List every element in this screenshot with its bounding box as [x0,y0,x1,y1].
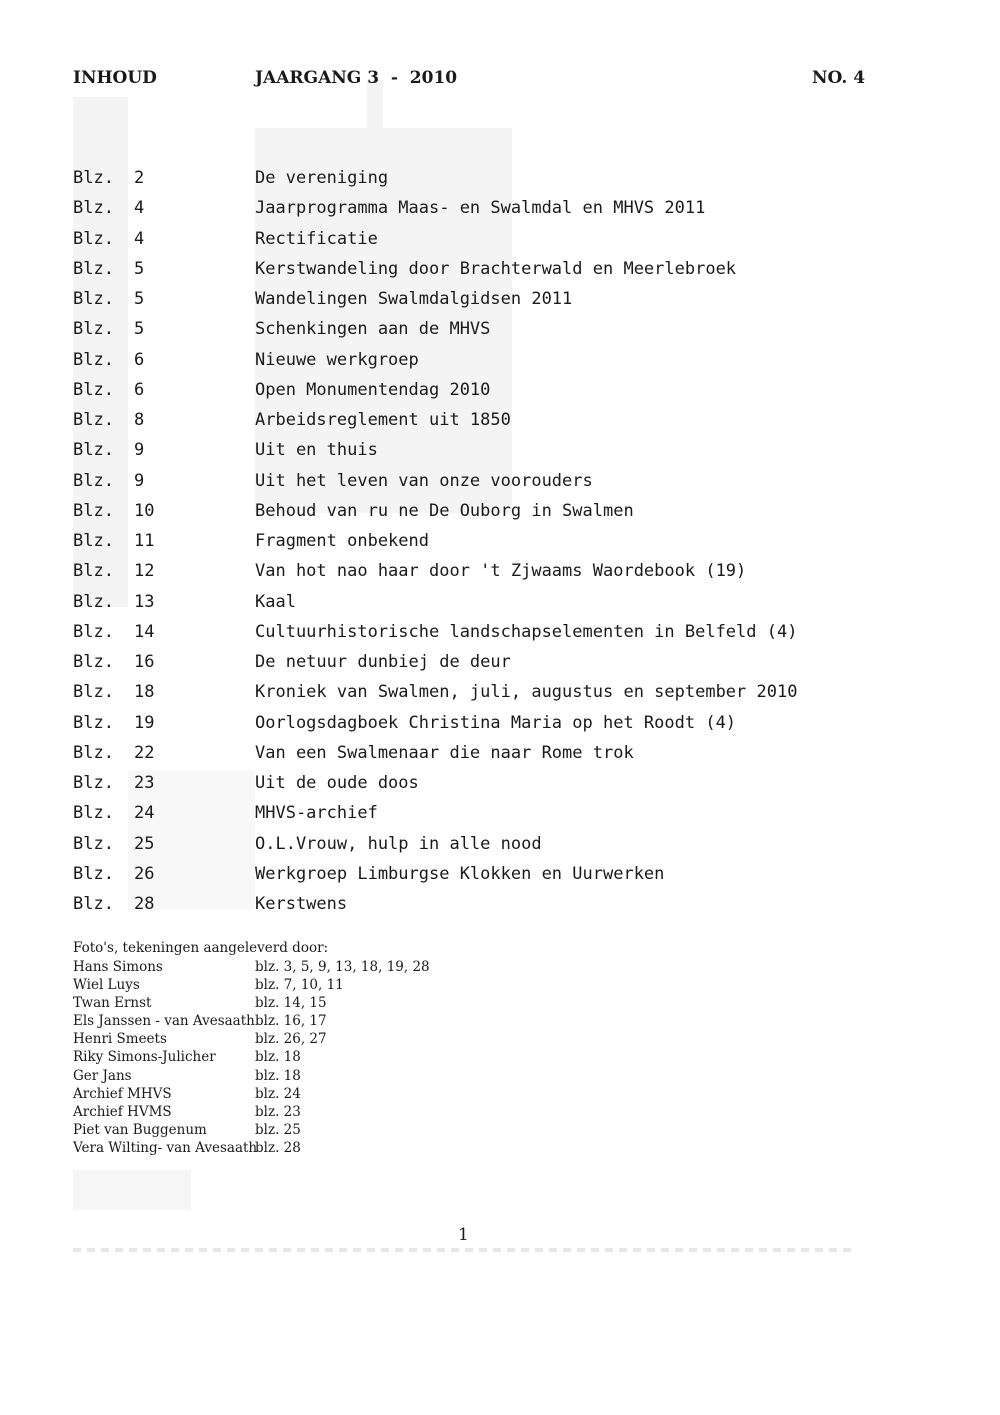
toc-page-number: 28 [134,894,155,914]
credit-pages: blz. 26, 27 [255,1031,327,1048]
toc-page-number: 5 [134,319,145,340]
scan-artifact [73,1170,191,1210]
toc-title: Fragment onbekend [255,531,429,551]
toc-entry [0,617,1000,647]
credit-entry [0,1048,1000,1066]
toc-page-number: 11 [134,531,155,551]
toc-title: Cultuurhistorische landschapselementen in Belfeld (4) [255,621,798,642]
toc-page-number: 6 [134,349,145,370]
toc-entry [0,345,1000,375]
toc-title: Nieuwe werkgroep [255,349,419,370]
toc-entry [0,375,1000,405]
toc-prefix: Blz. [73,440,114,461]
credits-list [0,958,1000,1157]
toc-page-number: 16 [134,652,155,672]
toc-entry [0,708,1000,738]
credit-entry [0,1121,1000,1139]
toc-title: Van een Swalmenaar die naar Rome trok [255,742,634,763]
toc-page-number: 6 [134,379,145,400]
toc-prefix: Blz. [73,833,114,854]
toc-entry [0,738,1000,768]
toc-entry [0,435,1000,465]
toc-prefix: Blz. [73,198,114,219]
toc-title: De netuur dunbiej de deur [255,652,511,672]
credit-pages: blz. 7, 10, 11 [255,977,344,994]
credit-pages: blz. 25 [255,1121,301,1138]
toc-entry [0,768,1000,798]
credit-pages: blz. 18 [255,1049,301,1066]
toc-page-number: 12 [134,561,155,582]
toc-entry [0,193,1000,223]
credit-name: Archief MHVS [73,1085,172,1102]
footer-rule [73,1248,856,1252]
credit-name: Piet van Buggenum [73,1121,207,1138]
toc-title: Open Monumentendag 2010 [255,379,491,400]
table-of-contents [0,163,1000,919]
page-number: 1 [458,1225,469,1245]
toc-prefix: Blz. [73,712,114,733]
toc-title: Kroniek van Swalmen, juli, augustus en september 2010 [255,682,798,703]
toc-prefix: Blz. [73,258,114,279]
toc-prefix: Blz. [73,168,114,188]
toc-title: Kaal [255,591,296,612]
header-section-label: INHOUD [73,68,157,88]
toc-prefix: Blz. [73,531,114,551]
toc-title: Rectificatie [255,228,378,249]
toc-page-number: 8 [134,410,145,430]
toc-prefix: Blz. [73,773,114,793]
toc-title: Wandelingen Swalmdalgidsen 2011 [255,289,573,309]
credit-entry [0,958,1000,976]
toc-page-number: 14 [134,621,155,642]
toc-prefix: Blz. [73,561,114,582]
credit-entry [0,1085,1000,1103]
credits-heading: Foto's, tekeningen aangeleverd door: [73,940,329,956]
toc-prefix: Blz. [73,803,114,824]
toc-page-number: 9 [134,440,145,461]
toc-entry [0,889,1000,919]
toc-page-number: 26 [134,863,155,884]
toc-prefix: Blz. [73,652,114,672]
toc-prefix: Blz. [73,349,114,370]
toc-title: Uit de oude doos [255,773,419,793]
toc-page-number: 10 [134,500,155,521]
credit-entry [0,1103,1000,1121]
page-header [0,68,1000,92]
toc-prefix: Blz. [73,319,114,340]
credit-name: Archief HVMS [73,1103,172,1120]
toc-page-number: 5 [134,289,145,309]
toc-page-number: 18 [134,682,155,703]
credit-name: Ger Jans [73,1067,132,1084]
credit-pages: blz. 14, 15 [255,995,327,1012]
credit-pages: blz. 3, 5, 9, 13, 18, 19, 28 [255,959,430,975]
toc-title: Jaarprogramma Maas- en Swalmdal en MHVS 2011 [255,198,706,219]
toc-prefix: Blz. [73,894,114,914]
header-volume-year: JAARGANG 3 - 2010 [255,68,458,88]
credit-entry [0,1012,1000,1030]
credit-name: Riky Simons-Julicher [73,1049,216,1066]
toc-title: Oorlogsdagboek Christina Maria op het Roodt (4) [255,712,737,733]
toc-entry [0,466,1000,496]
toc-page-number: 5 [134,258,145,279]
toc-entry [0,314,1000,344]
toc-entry [0,647,1000,677]
credit-pages: blz. 16, 17 [255,1013,327,1030]
toc-entry [0,556,1000,586]
toc-page-number: 4 [134,198,145,219]
credit-entry [0,1139,1000,1157]
toc-title: Kerstwens [255,894,348,914]
toc-page-number: 4 [134,228,145,249]
toc-entry [0,405,1000,435]
credit-entry [0,994,1000,1012]
toc-title: Schenkingen aan de MHVS [255,319,491,340]
credit-entry [0,1030,1000,1048]
credit-name: Twan Ernst [73,995,152,1012]
toc-entry [0,224,1000,254]
credit-entry [0,976,1000,994]
toc-page-number: 9 [134,470,145,491]
toc-title: O.L.Vrouw, hulp in alle nood [255,833,542,854]
toc-entry [0,587,1000,617]
toc-page-number: 13 [134,591,155,612]
toc-title: Arbeidsreglement uit 1850 [255,410,511,430]
toc-page-number: 19 [134,712,155,733]
toc-entry [0,859,1000,889]
toc-title: MHVS-archief [255,803,378,824]
credit-pages: blz. 24 [255,1085,301,1102]
credit-name: Henri Smeets [73,1031,167,1048]
toc-prefix: Blz. [73,621,114,642]
toc-prefix: Blz. [73,682,114,703]
toc-prefix: Blz. [73,863,114,884]
credit-entry [0,1067,1000,1085]
toc-entry [0,829,1000,859]
credit-name: Hans Simons [73,959,163,975]
toc-prefix: Blz. [73,470,114,491]
toc-page-number: 2 [134,168,145,188]
toc-title: Kerstwandeling door Brachterwald en Meerlebroek [255,258,737,279]
toc-title: Uit het leven van onze voorouders [255,470,593,491]
toc-title: Van hot nao haar door 't Zjwaams Waordebook (19) [255,561,747,582]
credit-pages: blz. 28 [255,1139,301,1156]
toc-entry [0,798,1000,828]
toc-entry [0,496,1000,526]
header-issue-number: NO. 4 [812,68,866,88]
toc-prefix: Blz. [73,228,114,249]
toc-title: Behoud van ru ne De Ouborg in Swalmen [255,500,634,521]
credit-name: Els Janssen - van Avesaath [73,1013,255,1030]
toc-entry [0,254,1000,284]
toc-title: Werkgroep Limburgse Klokken en Uurwerken [255,863,665,884]
credit-pages: blz. 23 [255,1103,301,1120]
credit-name: Wiel Luys [73,977,140,994]
toc-title: Uit en thuis [255,440,378,461]
toc-prefix: Blz. [73,410,114,430]
toc-entry [0,677,1000,707]
toc-entry [0,163,1000,193]
toc-page-number: 22 [134,742,155,763]
toc-prefix: Blz. [73,742,114,763]
toc-prefix: Blz. [73,289,114,309]
toc-page-number: 24 [134,803,155,824]
toc-entry [0,526,1000,556]
toc-prefix: Blz. [73,379,114,400]
toc-title: De vereniging [255,168,389,188]
toc-page-number: 25 [134,833,155,854]
toc-entry [0,284,1000,314]
credit-name: Vera Wilting- van Avesaath [73,1139,258,1156]
toc-prefix: Blz. [73,591,114,612]
toc-prefix: Blz. [73,500,114,521]
credit-pages: blz. 18 [255,1067,301,1084]
toc-page-number: 23 [134,773,155,793]
